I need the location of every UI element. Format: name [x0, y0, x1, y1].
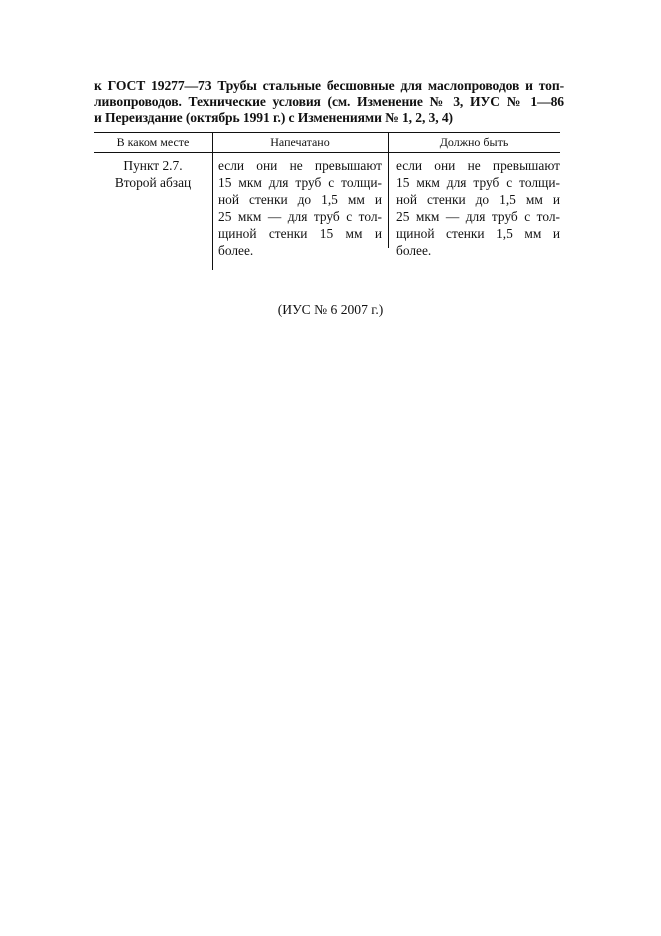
- cell-line: более.: [396, 243, 432, 258]
- cell-line: 15 мкм для труб с толщи-: [218, 175, 382, 190]
- header-should-be: Должно быть: [439, 135, 509, 149]
- column-divider: [212, 133, 213, 270]
- corrections-table: [94, 132, 560, 273]
- document: [94, 78, 564, 273]
- amendment-heading: [94, 78, 564, 126]
- cell-should-be: [396, 157, 560, 259]
- table-header-row: [94, 133, 560, 153]
- cell-line: если они не превышают: [396, 158, 560, 173]
- heading-line: к ГОСТ 19277—73 Трубы стальные бесшовные для маслопроводов и топ-: [94, 78, 564, 93]
- cell-line: 15 мкм для труб с толщи-: [396, 175, 560, 190]
- publication-note: (ИУС № 6 2007 г.): [277, 302, 384, 317]
- header-place: В каком месте: [116, 135, 190, 149]
- cell-line: Пункт 2.7.: [123, 158, 183, 173]
- heading-line: ливопроводов. Технические условия (см. Изменение № 3, ИУС № 1—86: [94, 94, 564, 109]
- cell-line: ной стенки до 1,5 мм и: [396, 192, 560, 207]
- cell-line: более.: [218, 243, 254, 258]
- cell-line: щиной стенки 1,5 мм и: [396, 226, 560, 241]
- cell-line: Второй абзац: [114, 175, 192, 190]
- cell-line: если они не превышают: [218, 158, 382, 173]
- cell-line: 25 мкм — для труб с тол-: [396, 209, 560, 224]
- cell-place: [94, 157, 212, 191]
- cell-printed: [218, 157, 382, 259]
- cell-line: щиной стенки 15 мм и: [218, 226, 382, 241]
- heading-line: и Переиздание (октябрь 1991 г.) с Изменениями № 1, 2, 3, 4): [94, 110, 453, 125]
- cell-line: 25 мкм — для труб с тол-: [218, 209, 382, 224]
- header-printed: Напечатано: [270, 135, 330, 149]
- column-divider: [388, 133, 389, 248]
- cell-line: ной стенки до 1,5 мм и: [218, 192, 382, 207]
